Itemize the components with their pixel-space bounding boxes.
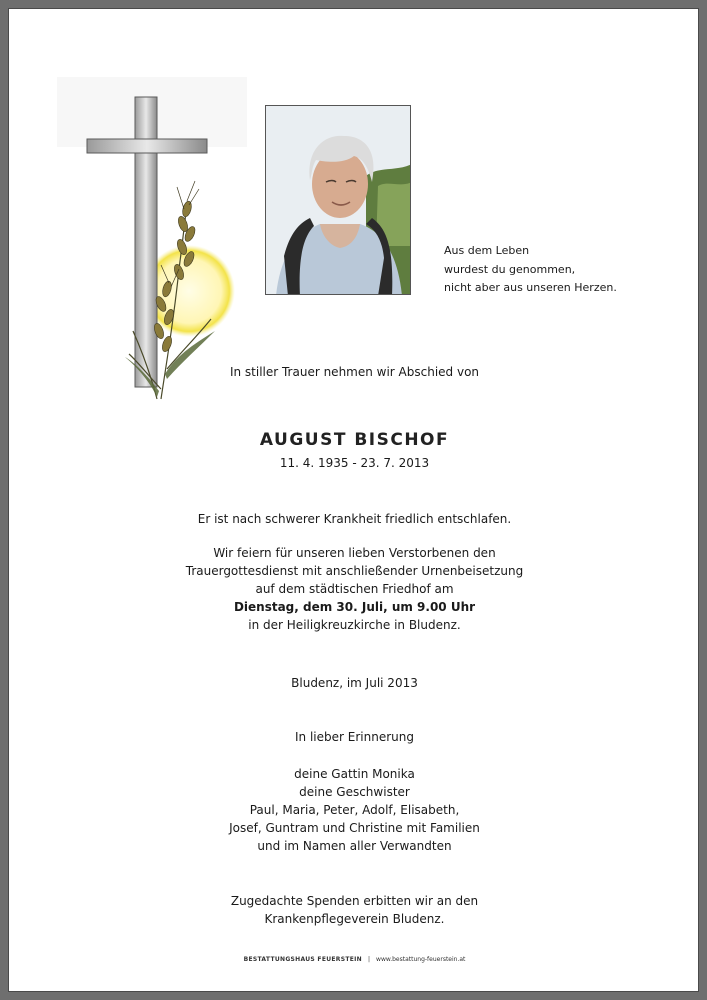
life-dates: 11. 4. 1935 - 23. 7. 2013 [279, 456, 430, 470]
donation-line: Krankenpflegeverein Bludenz. [264, 912, 445, 926]
portrait-photo [265, 105, 411, 295]
cross-horizontal [87, 139, 207, 153]
place-date-text: Bludenz, im Juli 2013 [291, 676, 418, 690]
service-date: Dienstag, dem 30. Juli, um 9.00 Uhr [233, 600, 476, 614]
funeral-home-name: BESTATTUNGSHAUS FEUERSTEIN [243, 956, 362, 963]
memory-text: In lieber Erinnerung [295, 730, 414, 744]
service-line: auf dem städtischen Friedhof am [255, 582, 454, 596]
cross-wheat-illustration [49, 69, 249, 414]
memory-heading [9, 728, 700, 746]
mourner-line: Josef, Guntram und Christine mit Familien [229, 821, 480, 835]
obituary-notice [8, 8, 699, 992]
funeral-home-url[interactable]: www.bestattung-feuerstein.at [376, 956, 466, 963]
quote-line: nicht aber aus unseren Herzen. [444, 281, 617, 294]
intro-text: In stiller Trauer nehmen wir Abschied von [229, 365, 480, 379]
mourner-line: deine Gattin Monika [294, 767, 415, 781]
mourners-list [9, 765, 700, 855]
service-line: Wir feiern für unseren lieben Verstorbenen den [213, 546, 496, 560]
service-details [9, 544, 700, 634]
person-portrait-icon [266, 106, 411, 295]
mourner-line: Paul, Maria, Peter, Adolf, Elisabeth, [249, 803, 460, 817]
service-line: in der Heiligkreuzkirche in Bludenz. [248, 618, 461, 632]
mourner-line: deine Geschwister [299, 785, 410, 799]
quote-line: wurdest du genommen, [444, 262, 576, 276]
passing-message [9, 510, 700, 528]
quote-line: Aus dem Leben [444, 244, 530, 257]
service-line: Trauergottesdienst mit anschließender Urnenbeisetzung [185, 564, 524, 578]
funeral-home-footer [9, 956, 700, 963]
deceased-name: AUGUST BISCHOF [259, 430, 450, 450]
message-line: Er ist nach schwerer Krankheit friedlich entschlafen. [197, 512, 512, 526]
footer-separator: | [368, 956, 371, 963]
donation-line: Zugedachte Spenden erbitten wir an den [230, 894, 479, 908]
donation-note [9, 892, 700, 928]
quote-verse [444, 242, 684, 298]
mourner-line: und im Namen aller Verwandten [257, 839, 452, 853]
place-date [9, 674, 700, 692]
